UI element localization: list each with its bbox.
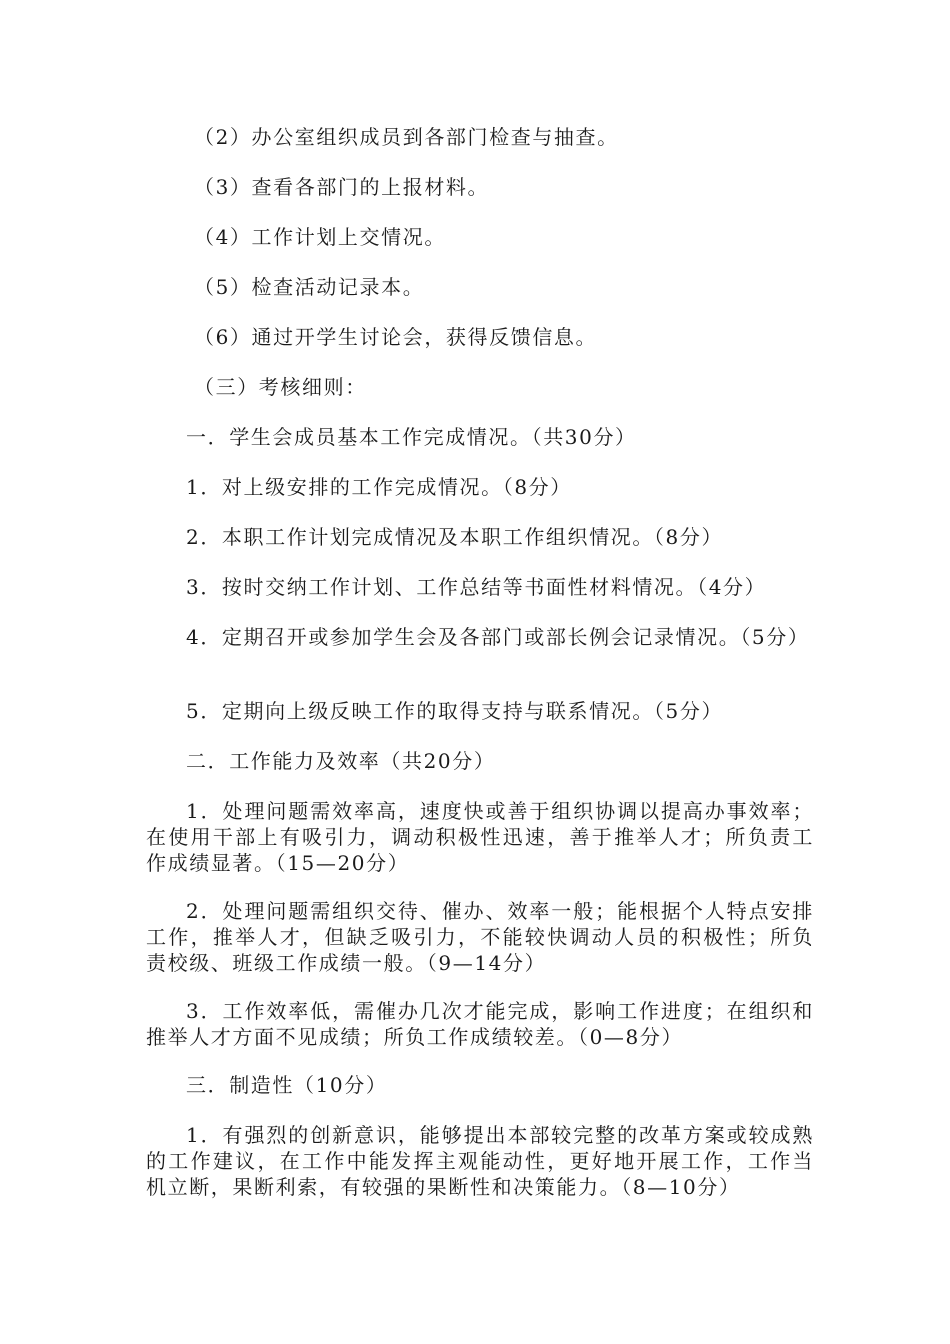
criterion-1-4: 4．定期召开或参加学生会及各部门或部长例会记录情况。（5分） [186, 625, 810, 649]
heading-basic-work-completion: 一．学生会成员基本工作完成情况。（共30分） [186, 425, 637, 449]
paragraph-item-4: （4）工作计划上交情况。 [194, 225, 446, 249]
criterion-1-2: 2．本职工作计划完成情况及本职工作组织情况。（8分） [186, 525, 724, 549]
criterion-2-2: 2．处理问题需组织交待、催办、效率一般；能根据个人特点安排工作，推举人才，但缺乏吸引力，不能较快调动人员的积极性；所负责校级、班级工作成绩一般。（9—14分） [146, 899, 814, 975]
heading-creativity: 三．制造性（10分） [186, 1073, 388, 1097]
paragraph-item-3: （3）查看各部门的上报材料。 [194, 175, 490, 199]
section-heading-assessment-details: （三）考核细则： [194, 375, 367, 399]
heading-ability-efficiency: 二．工作能力及效率（共20分） [186, 749, 496, 773]
criterion-2-1: 1．处理问题需效率高，速度快或善于组织协调以提高办事效率；在使用干部上有吸引力，调动积极性迅速，善于推举人才；所负责工作成绩显著。（15—20分） [146, 799, 814, 875]
criterion-1-1: 1．对上级安排的工作完成情况。（8分） [186, 475, 572, 499]
paragraph-item-5: （5）检查活动记录本。 [194, 275, 425, 299]
criterion-1-3: 3．按时交纳工作计划、工作总结等书面性材料情况。（4分） [186, 575, 767, 599]
criterion-2-3: 3．工作效率低，需催办几次才能完成，影响工作进度；在组织和推举人才方面不见成绩；所负工作成绩较差。（0—8分） [146, 999, 814, 1049]
paragraph-item-2: （2）办公室组织成员到各部门检查与抽查。 [194, 125, 619, 149]
criterion-3-1: 1．有强烈的创新意识，能够提出本部较完整的改革方案或较成熟的工作建议，在工作中能发挥主观能动性，更好地开展工作，工作当机立断，果断利索，有较强的果断性和决策能力。（8—10分） [146, 1123, 814, 1199]
criterion-1-5: 5．定期向上级反映工作的取得支持与联系情况。（5分） [186, 699, 724, 723]
paragraph-item-6: （6）通过开学生讨论会，获得反馈信息。 [194, 325, 598, 349]
